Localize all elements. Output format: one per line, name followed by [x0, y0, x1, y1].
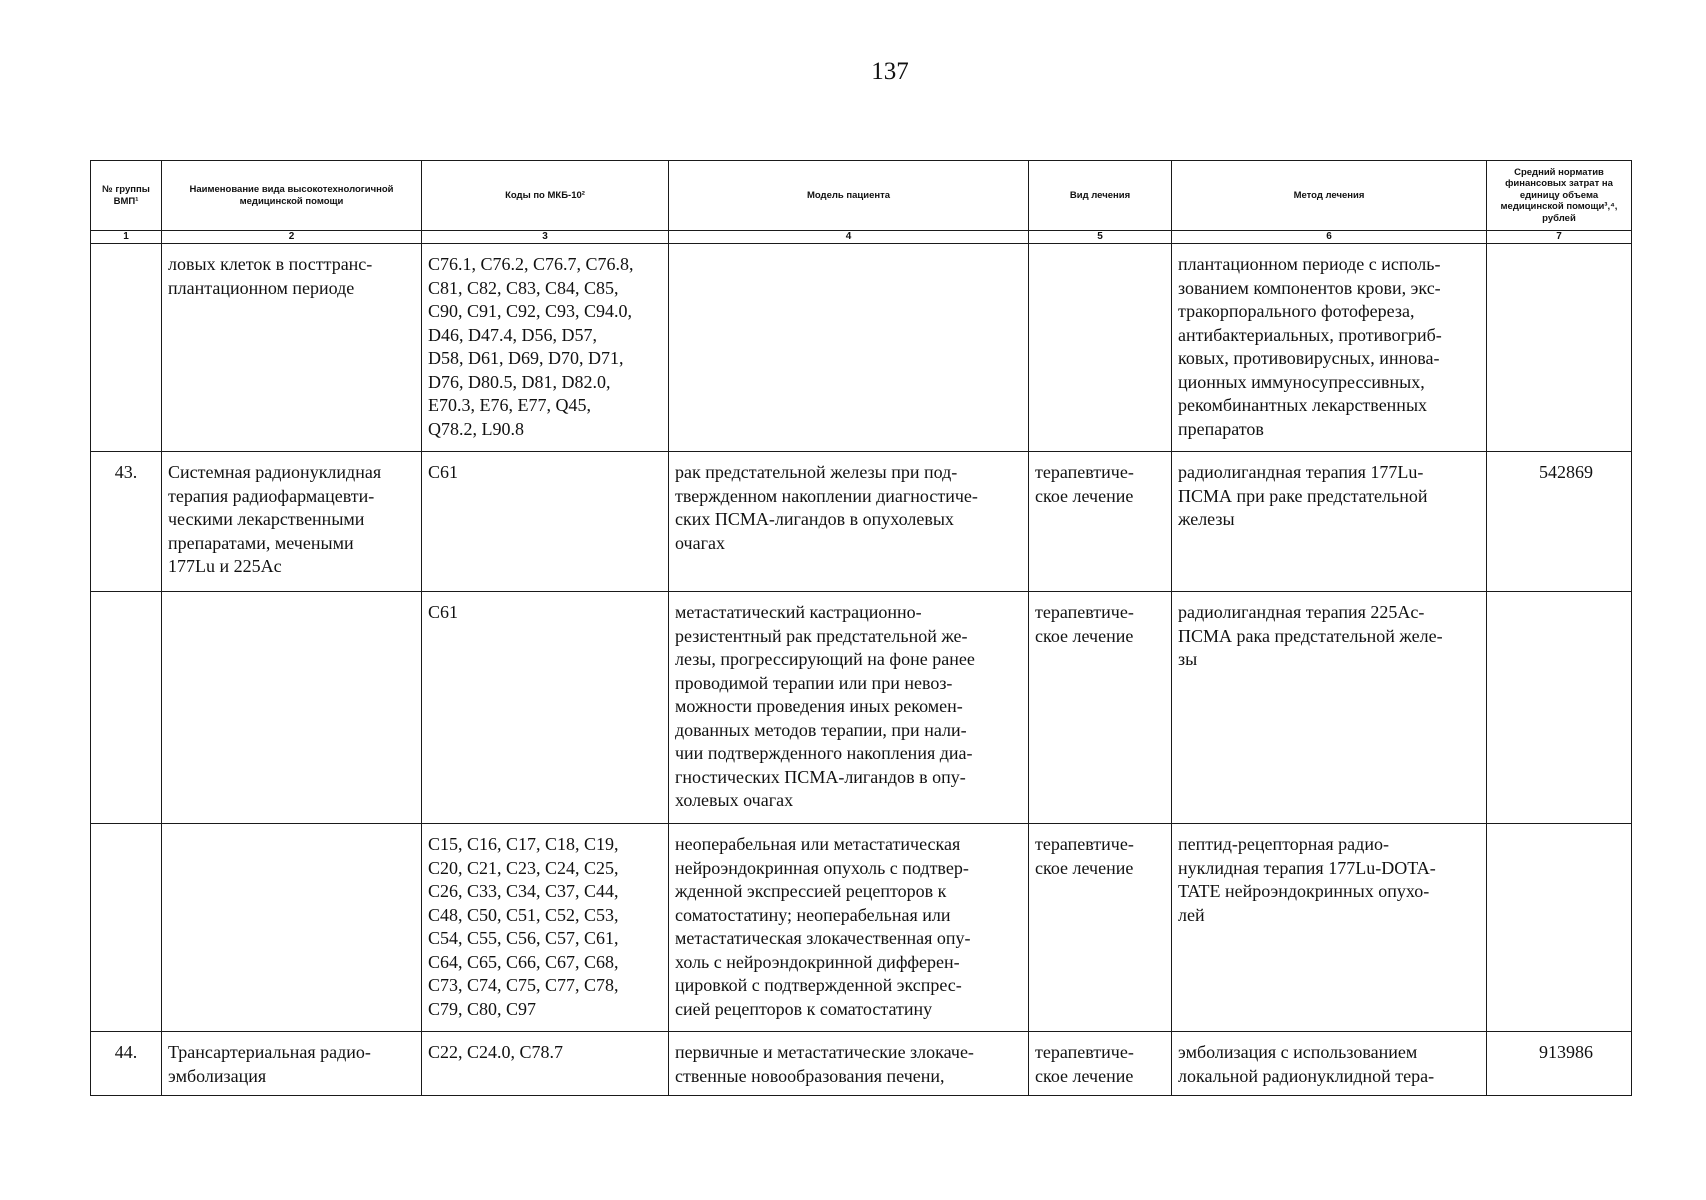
header-treatment-type: Вид лечения [1029, 161, 1172, 231]
icd-codes: C61 [422, 592, 669, 824]
column-number: 7 [1487, 231, 1632, 244]
patient-model: метастатический кастрационно- резистентный рак предстательной же- лезы, прогрессирующий на фоне ранее проводимой терапии или при невоз- можности проведения иных рекомен- дованных методов терапии, при нали- чии подтвержденного накопления диа- гностических ПСМА-лигандов в опу- холевых очагах [669, 592, 1029, 824]
treatment-method: радиолигандная терапия 225Ac- ПСМА рака предстательной желе- зы [1172, 592, 1487, 824]
care-name: Системная радионуклидная терапия радиофармацевти- ческими лекарственными препаратами, мечеными 177Lu и 225Ac [162, 452, 422, 592]
column-number-row [91, 231, 1632, 244]
treatment-type: терапевтиче- ское лечение [1029, 592, 1172, 824]
group-number [91, 244, 162, 452]
treatment-type [1029, 244, 1172, 452]
cost-value: 542869 [1487, 452, 1632, 592]
header-row [91, 161, 1632, 231]
cost-value [1487, 824, 1632, 1032]
care-name: Трансартериальная радио- эмболизация [162, 1032, 422, 1096]
icd-codes: C76.1, C76.2, C76.7, C76.8, C81, C82, C83, C84, C85, C90, C91, C92, C93, C94.0, D46, D47.4, D56, D57, D58, D61, D69, D70, D71, D76, D80.5, D81, D82.0, E70.3, E76, E77, Q45, Q78.2, L90.8 [422, 244, 669, 452]
patient-model [669, 244, 1029, 452]
care-name: ловых клеток в посттранс- плантационном периоде [162, 244, 422, 452]
header-cost: Средний норматив финансовых затрат на единицу объема медицинской помощи³,⁴, рублей [1487, 161, 1632, 231]
patient-model: рак предстательной железы при под- твержденном накоплении диагностиче- ских ПСМА-лигандов в опухолевых очагах [669, 452, 1029, 592]
page-number: 137 [871, 58, 909, 85]
header-codes: Коды по МКБ-10² [422, 161, 669, 231]
column-number: 5 [1029, 231, 1172, 244]
vmp-table [90, 160, 1632, 1096]
cost-value: 913986 [1487, 1032, 1632, 1096]
group-number: 44. [91, 1032, 162, 1096]
header-name: Наименование вида высокотехнологичной медицинской помощи [162, 161, 422, 231]
care-name [162, 592, 422, 824]
header-patient-model: Модель пациента [669, 161, 1029, 231]
table-row [91, 824, 1632, 1032]
column-number: 1 [91, 231, 162, 244]
treatment-type: терапевтиче- ское лечение [1029, 824, 1172, 1032]
treatment-type: терапевтиче- ское лечение [1029, 1032, 1172, 1096]
column-number: 3 [422, 231, 669, 244]
treatment-method: пептид-рецепторная радио- нуклидная терапия 177Lu-DOTA- TATE нейроэндокринных опухо- лей [1172, 824, 1487, 1032]
group-number: 43. [91, 452, 162, 592]
cost-value [1487, 244, 1632, 452]
column-number: 4 [669, 231, 1029, 244]
table-row [91, 244, 1632, 452]
patient-model: первичные и метастатические злокаче- ственные новообразования печени, [669, 1032, 1029, 1096]
table-row [91, 1032, 1632, 1096]
care-name [162, 824, 422, 1032]
header-method: Метод лечения [1172, 161, 1487, 231]
table-row [91, 592, 1632, 824]
icd-codes: C15, C16, C17, C18, C19, C20, C21, C23, C24, C25, C26, C33, C34, C37, C44, C48, C50, C51, C52, C53, C54, C55, C56, C57, C61, C64, C65, C66, C67, C68, C73, C74, C75, C77, C78, C79, C80, C97 [422, 824, 669, 1032]
patient-model: неоперабельная или метастатическая нейроэндокринная опухоль с подтвер- жденной экспрессией рецепторов к соматостатину; неоперабельная или метастатическая злокачественная опу- холь с нейроэндокринной дифферен- цировкой с подтвержденной экспрес- сией рецепторов к соматостатину [669, 824, 1029, 1032]
treatment-method: плантационном периоде с исполь- зованием компонентов крови, экс- тракорпорального фотофереза, антибактериальных, противогриб- ковых, противовирусных, иннова- ционных иммуносупрессивных, рекомбинантных лекарственных препаратов [1172, 244, 1487, 452]
treatment-method: радиолигандная терапия 177Lu- ПСМА при раке предстательной железы [1172, 452, 1487, 592]
table-row [91, 452, 1632, 592]
treatment-method: эмболизация с использованием локальной радионуклидной тера- [1172, 1032, 1487, 1096]
group-number [91, 824, 162, 1032]
column-number: 6 [1172, 231, 1487, 244]
cost-value [1487, 592, 1632, 824]
icd-codes: C61 [422, 452, 669, 592]
treatment-type: терапевтиче- ское лечение [1029, 452, 1172, 592]
group-number [91, 592, 162, 824]
column-number: 2 [162, 231, 422, 244]
icd-codes: C22, C24.0, C78.7 [422, 1032, 669, 1096]
header-group: № группы ВМП¹ [91, 161, 162, 231]
